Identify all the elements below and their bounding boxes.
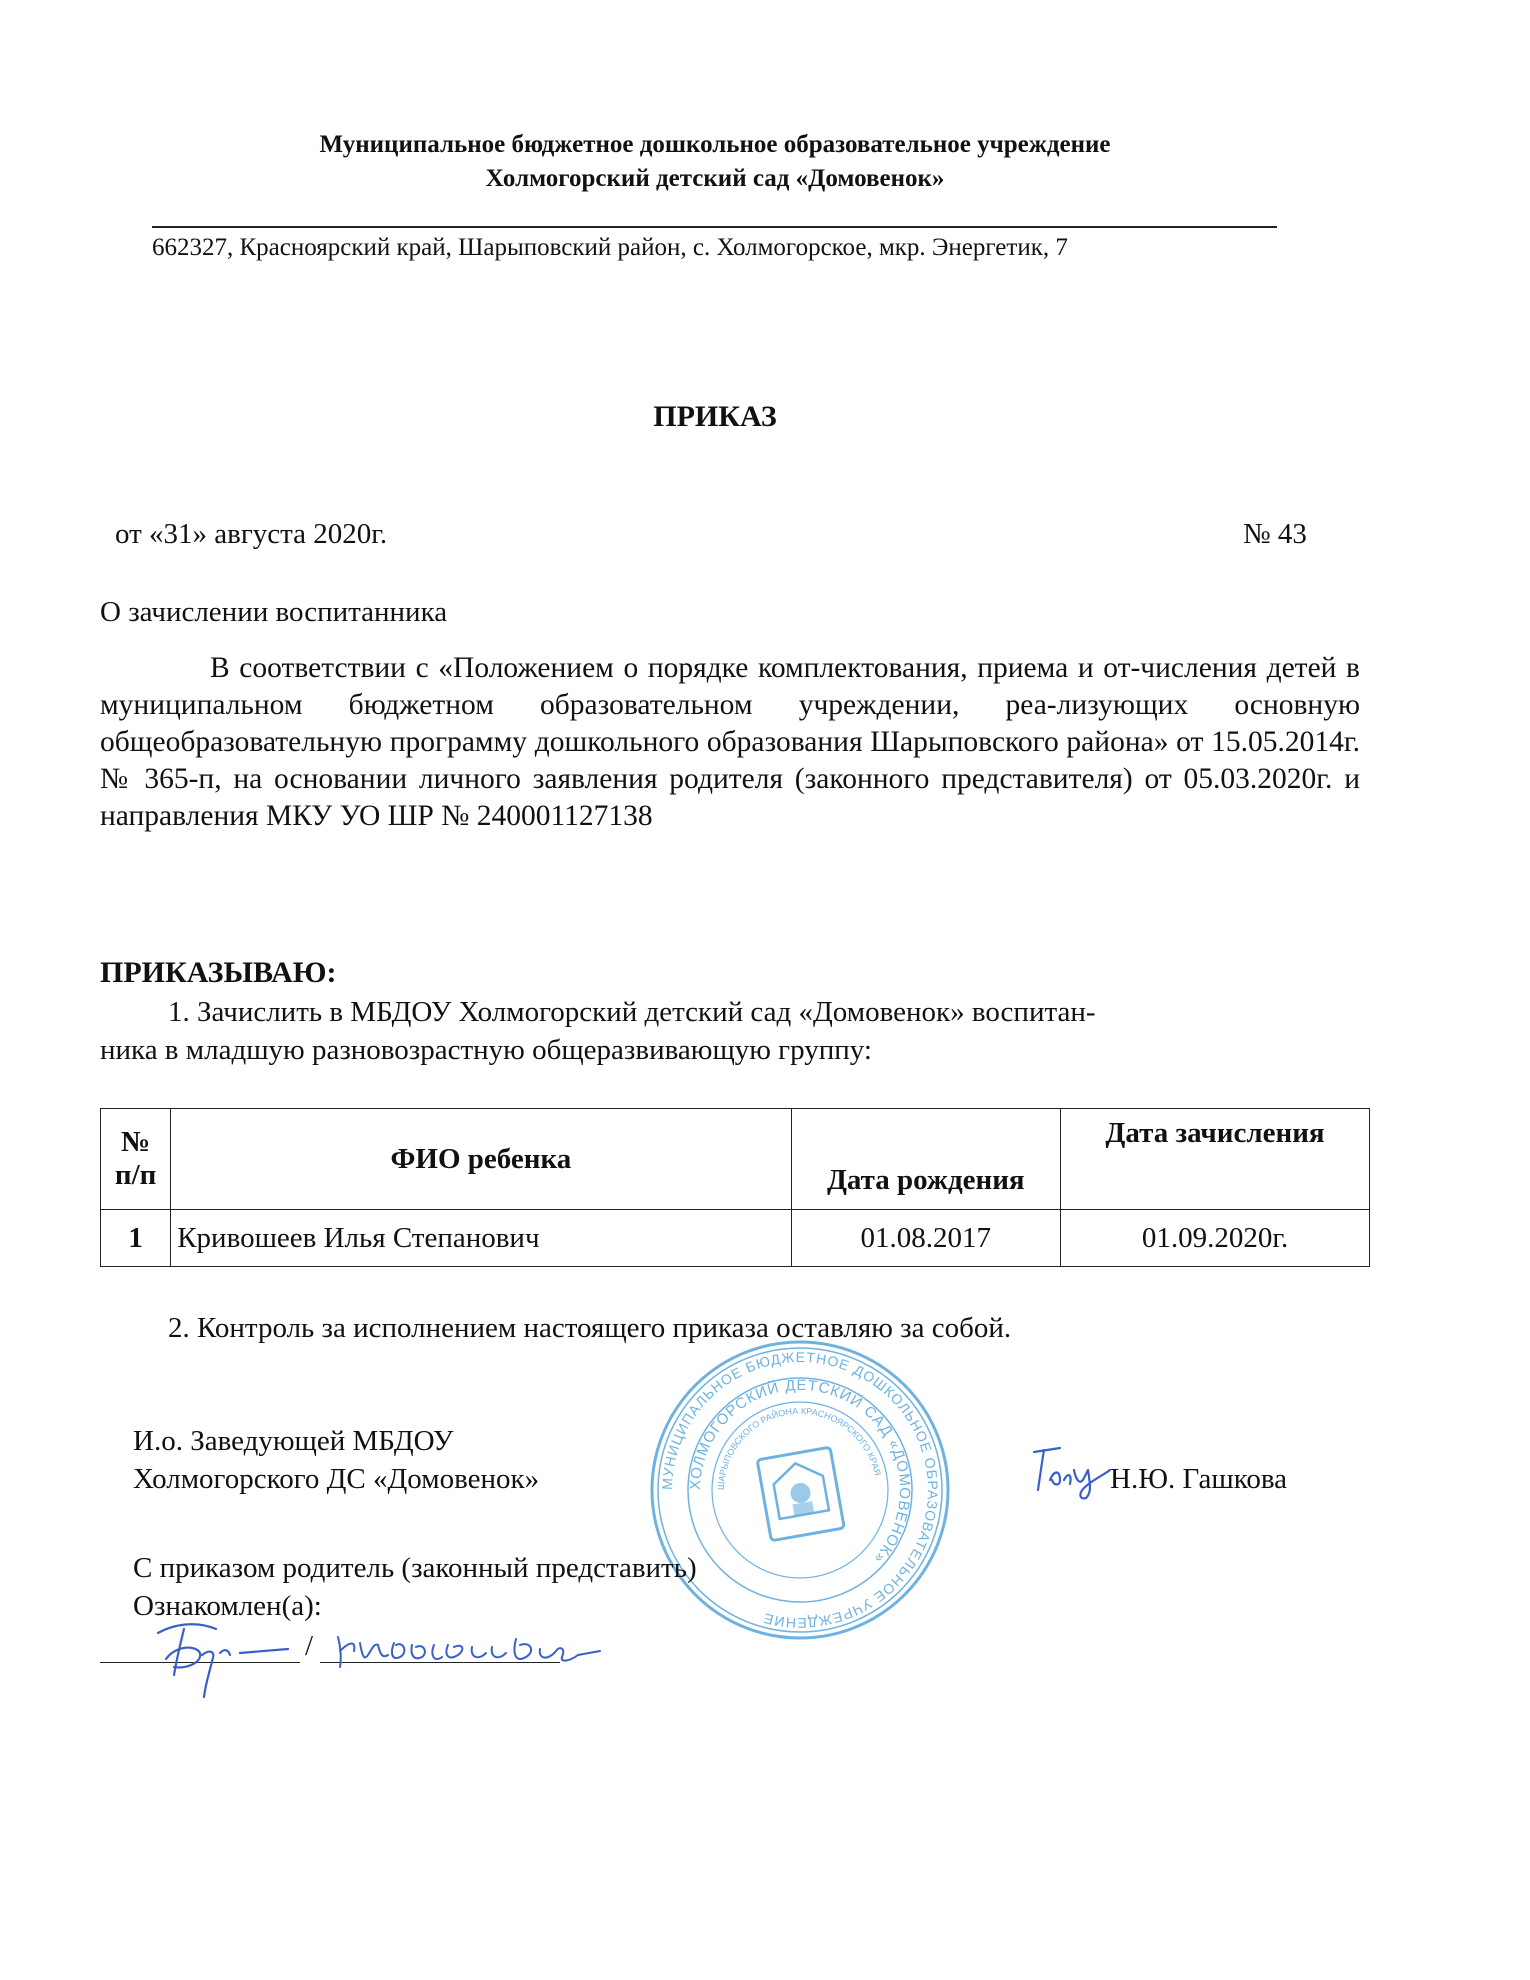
parent-handwritten-name (330, 1615, 610, 1675)
org-name-line1: Муниципальное бюджетное дошкольное образовательное учреждение (319, 131, 1111, 158)
order-subject: О зачислении воспитанника (100, 596, 448, 628)
header-dob: Дата рождения (791, 1109, 1061, 1210)
svg-text:ШАРЫПОВСКОГО РАЙОНА КРАСНОЯРСК (716, 1406, 883, 1490)
org-name-line2: Холмогорский детский сад «Домовенок» (485, 165, 945, 192)
order-number: № 43 (1243, 518, 1307, 550)
director-handwritten-signature (1030, 1440, 1120, 1500)
header-enroll-date: Дата зачисления (1061, 1109, 1370, 1210)
acknowledgement-line2: Ознакомлен(а): (133, 1590, 322, 1622)
row-dob: 01.08.2017 (791, 1210, 1061, 1267)
order-item-1-line1: 1. Зачислить в МБДОУ Холмогорский детский сад «Домовенок» воспитан- (168, 996, 1096, 1028)
header-num (101, 1109, 171, 1210)
stamp-outer-text: МУНИЦИПАЛЬНОЕ БЮДЖЕТНОЕ ДОШКОЛЬНОЕ ОБРАЗОВАТЕЛЬНОЕ УЧРЕЖДЕНИЕ (658, 1348, 942, 1632)
signature-separator: / (305, 1630, 314, 1662)
stamp-middle-text: ХОЛМОГОРСКИЙ ДЕТСКИЙ САД «ДОМОВЕНОК» (686, 1376, 914, 1568)
signatory-position-line1: И.о. Заведующей МБДОУ (133, 1425, 454, 1457)
stamp-emblem-icon (757, 1447, 844, 1541)
order-item-2: 2. Контроль за исполнением настоящего приказа оставляю за собой. (168, 1312, 1012, 1344)
order-preamble: В соответствии с «Положением о порядке комплектования, приема и от-числения детей в муниципальном бюджетном образовательном учреждении, реа-лизующих основную общеобразовательную программу дошкольного образования Шарыповского района» от 15.05.2014г. № 365-п, на основании личного заявления родителя (законного представителя) от 05.03.2020г. и направления МКУ УО ШР № 240001127138 (100, 652, 1360, 832)
table-row (101, 1210, 1370, 1267)
row-num: 1 (101, 1210, 171, 1267)
parent-handwritten-signature (150, 1615, 300, 1705)
header-num-line2: п/п (114, 1159, 157, 1191)
row-enroll-date: 01.09.2020г. (1061, 1210, 1370, 1267)
table-header-row (101, 1109, 1370, 1210)
header-divider (152, 226, 1277, 228)
order-item-1-line2: ника в младшую разновозрастную общеразвивающую группу: (100, 1034, 872, 1066)
header-name: ФИО ребенка (171, 1109, 791, 1210)
order-date: от «31» августа 2020г. (115, 518, 388, 550)
header-num-line1: № (121, 1126, 151, 1158)
row-child-name: Кривошеев Илья Степанович (171, 1210, 791, 1267)
official-stamp (645, 1335, 955, 1645)
enrollment-table (100, 1108, 1370, 1267)
org-address: 662327, Красноярский край, Шарыповский район, с. Холмогорское, мкр. Энергетик, 7 (152, 234, 1068, 261)
stamp-inner-text: ШАРЫПОВСКОГО РАЙОНА КРАСНОЯРСКОГО КРАЯ (715, 1405, 883, 1491)
acknowledgement-line1: С приказом родитель (законный представить) (133, 1552, 697, 1584)
signatory-position-line2: Холмогорского ДС «Домовенок» (133, 1463, 540, 1495)
signatory-name: Н.Ю. Гашкова (1110, 1463, 1288, 1495)
document-title: ПРИКАЗ (653, 400, 777, 433)
order-heading: ПРИКАЗЫВАЮ: (100, 956, 337, 989)
